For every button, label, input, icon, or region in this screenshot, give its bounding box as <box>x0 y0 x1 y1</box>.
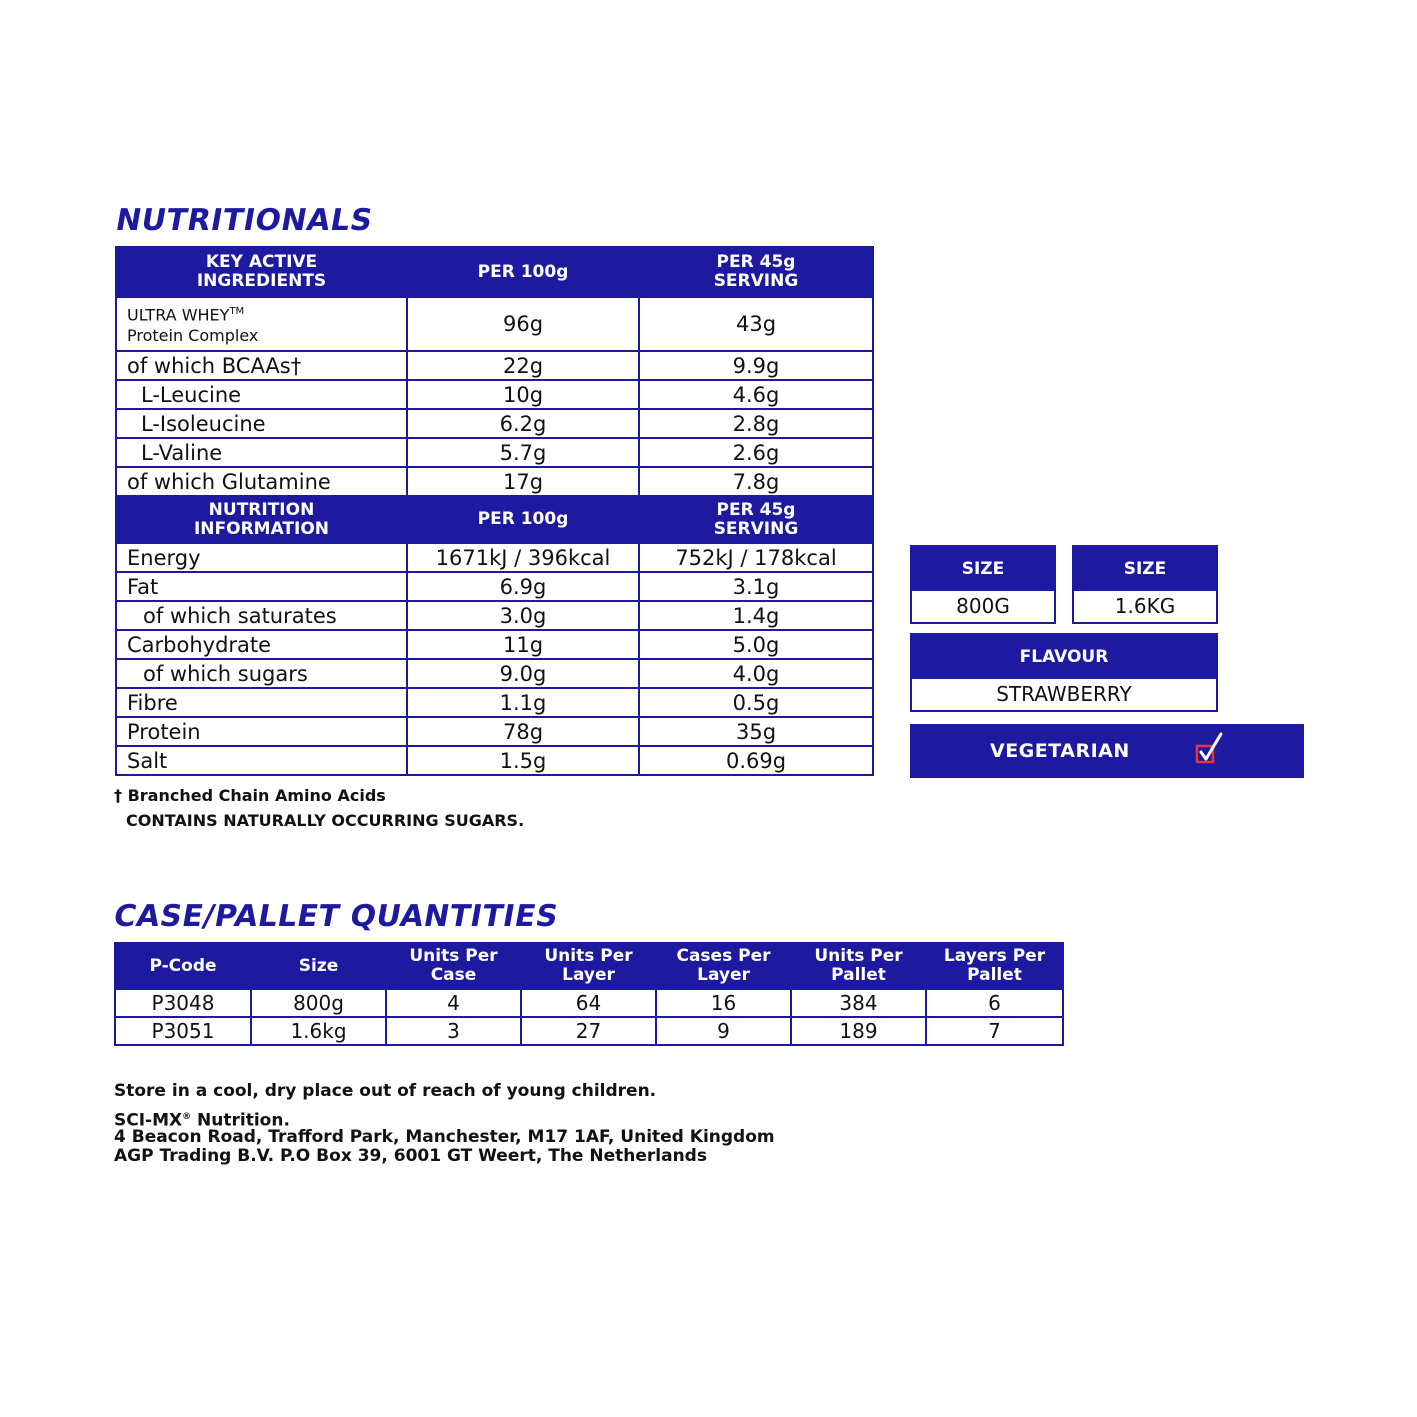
row-label: ULTRA WHEY™ Protein Complex <box>116 297 407 351</box>
table-row <box>116 630 873 659</box>
address-nl: AGP Trading B.V. P.O Box 39, 6001 GT Weert, The Netherlands <box>114 1146 707 1166</box>
per45-value: 3.1g <box>639 572 873 601</box>
table-row <box>115 1017 1063 1045</box>
row-label: Protein <box>116 717 407 746</box>
flavour-value: STRAWBERRY <box>996 682 1132 706</box>
row-label: L-Valine <box>116 438 407 467</box>
table-cell: 6 <box>926 989 1063 1017</box>
per100-header: PER 100g <box>407 496 639 543</box>
row-label: L-Leucine <box>116 380 407 409</box>
size-value: 1.6KG <box>1114 594 1176 618</box>
row-label: Salt <box>116 746 407 775</box>
per100-value: 10g <box>407 380 639 409</box>
nutrition-table <box>115 246 874 776</box>
per45-value: 5.0g <box>639 630 873 659</box>
nutrition-info-header-row <box>116 496 873 543</box>
per45-value: 9.9g <box>639 351 873 380</box>
table-cell: 9 <box>656 1017 791 1045</box>
per100-value: 22g <box>407 351 639 380</box>
nutrition-info-header: NUTRITION INFORMATION <box>116 496 407 543</box>
table-cell: 800g <box>251 989 386 1017</box>
per100-value: 1671kJ / 396kcal <box>407 543 639 572</box>
table-row <box>116 688 873 717</box>
header-units-per-pallet: Units Per Pallet <box>791 943 926 989</box>
table-row <box>116 380 873 409</box>
table-row <box>116 717 873 746</box>
brand-name: SCI-MX <box>114 1110 183 1131</box>
row-label: Carbohydrate <box>116 630 407 659</box>
size-label: SIZE <box>912 547 1054 591</box>
brand-suffix: Nutrition. <box>191 1110 290 1131</box>
per45-value: 0.5g <box>639 688 873 717</box>
case-pallet-table <box>114 942 1064 1046</box>
per100-value: 3.0g <box>407 601 639 630</box>
per45-value: 4.0g <box>639 659 873 688</box>
per45-value: 43g <box>639 297 873 351</box>
header-cases-per-layer: Cases Per Layer <box>656 943 791 989</box>
table-cell: 4 <box>386 989 521 1017</box>
per45-value: 2.8g <box>639 409 873 438</box>
per45-value: 1.4g <box>639 601 873 630</box>
nutritionals-title: NUTRITIONALS <box>112 203 376 238</box>
table-row <box>116 659 873 688</box>
table-row <box>116 438 873 467</box>
per100-value: 1.1g <box>407 688 639 717</box>
table-row <box>116 572 873 601</box>
header-layers-per-pallet: Layers Per Pallet <box>926 943 1063 989</box>
per100-value: 96g <box>407 297 639 351</box>
header-units-per-layer: Units Per Layer <box>521 943 656 989</box>
per100-value: 9.0g <box>407 659 639 688</box>
size-label: SIZE <box>1074 547 1216 591</box>
per100-value: 6.9g <box>407 572 639 601</box>
header-p-code: P-Code <box>115 943 251 989</box>
key-ingredients-header: KEY ACTIVE INGREDIENTS <box>116 247 407 297</box>
per100-value: 11g <box>407 630 639 659</box>
vegetarian-badge <box>910 724 1304 778</box>
table-row <box>116 601 873 630</box>
case-header-row <box>115 943 1063 989</box>
per45-value: 7.8g <box>639 467 873 496</box>
row-label: of which sugars <box>116 659 407 688</box>
table-row <box>116 409 873 438</box>
row-label: of which saturates <box>116 601 407 630</box>
key-ingredients-header-row <box>116 247 873 297</box>
row-label: L-Isoleucine <box>116 409 407 438</box>
address-uk: 4 Beacon Road, Trafford Park, Manchester, M17 1AF, United Kingdom <box>114 1127 775 1147</box>
table-cell: P3051 <box>115 1017 251 1045</box>
storage-instructions: Store in a cool, dry place out of reach of young children. <box>114 1081 657 1101</box>
row-label: Energy <box>116 543 407 572</box>
per45-value: 2.6g <box>639 438 873 467</box>
table-cell: 16 <box>656 989 791 1017</box>
bcaa-footnote: † Branched Chain Amino Acids <box>114 786 386 805</box>
table-row <box>116 746 873 775</box>
per100-value: 6.2g <box>407 409 639 438</box>
table-row <box>116 297 873 351</box>
case-pallet-title: CASE/PALLET QUANTITIES <box>110 899 562 934</box>
per100-value: 78g <box>407 717 639 746</box>
per45-value: 0.69g <box>639 746 873 775</box>
flavour-label: FLAVOUR <box>912 635 1216 679</box>
per100-value: 5.7g <box>407 438 639 467</box>
table-cell: 64 <box>521 989 656 1017</box>
table-cell: 27 <box>521 1017 656 1045</box>
per45-value: 35g <box>639 717 873 746</box>
table-cell: 1.6kg <box>251 1017 386 1045</box>
registered-mark: ® <box>182 1112 192 1122</box>
size-box-1-6kg <box>1072 545 1218 624</box>
size-box-800g <box>910 545 1056 624</box>
header-size: Size <box>251 943 386 989</box>
header-units-per-case: Units Per Case <box>386 943 521 989</box>
sugars-footnote: CONTAINS NATURALLY OCCURRING SUGARS. <box>126 811 525 830</box>
row-label: Fibre <box>116 688 407 717</box>
per45-header: PER 45g SERVING <box>639 496 873 543</box>
per100-value: 17g <box>407 467 639 496</box>
per45-header: PER 45g SERVING <box>639 247 873 297</box>
table-cell: 7 <box>926 1017 1063 1045</box>
per100-value: 1.5g <box>407 746 639 775</box>
row-label: Fat <box>116 572 407 601</box>
per45-value: 752kJ / 178kcal <box>639 543 873 572</box>
table-cell: P3048 <box>115 989 251 1017</box>
checkbox-checked-icon <box>1194 732 1226 766</box>
row-label: of which Glutamine <box>116 467 407 496</box>
table-row <box>115 989 1063 1017</box>
table-row <box>116 351 873 380</box>
table-cell: 189 <box>791 1017 926 1045</box>
table-cell: 384 <box>791 989 926 1017</box>
size-value: 800G <box>956 594 1010 618</box>
per45-value: 4.6g <box>639 380 873 409</box>
table-row <box>116 467 873 496</box>
table-row <box>116 543 873 572</box>
vegetarian-label: VEGETARIAN <box>990 740 1130 762</box>
per100-header: PER 100g <box>407 247 639 297</box>
flavour-box <box>910 633 1218 712</box>
table-cell: 3 <box>386 1017 521 1045</box>
row-label: of which BCAAs† <box>116 351 407 380</box>
